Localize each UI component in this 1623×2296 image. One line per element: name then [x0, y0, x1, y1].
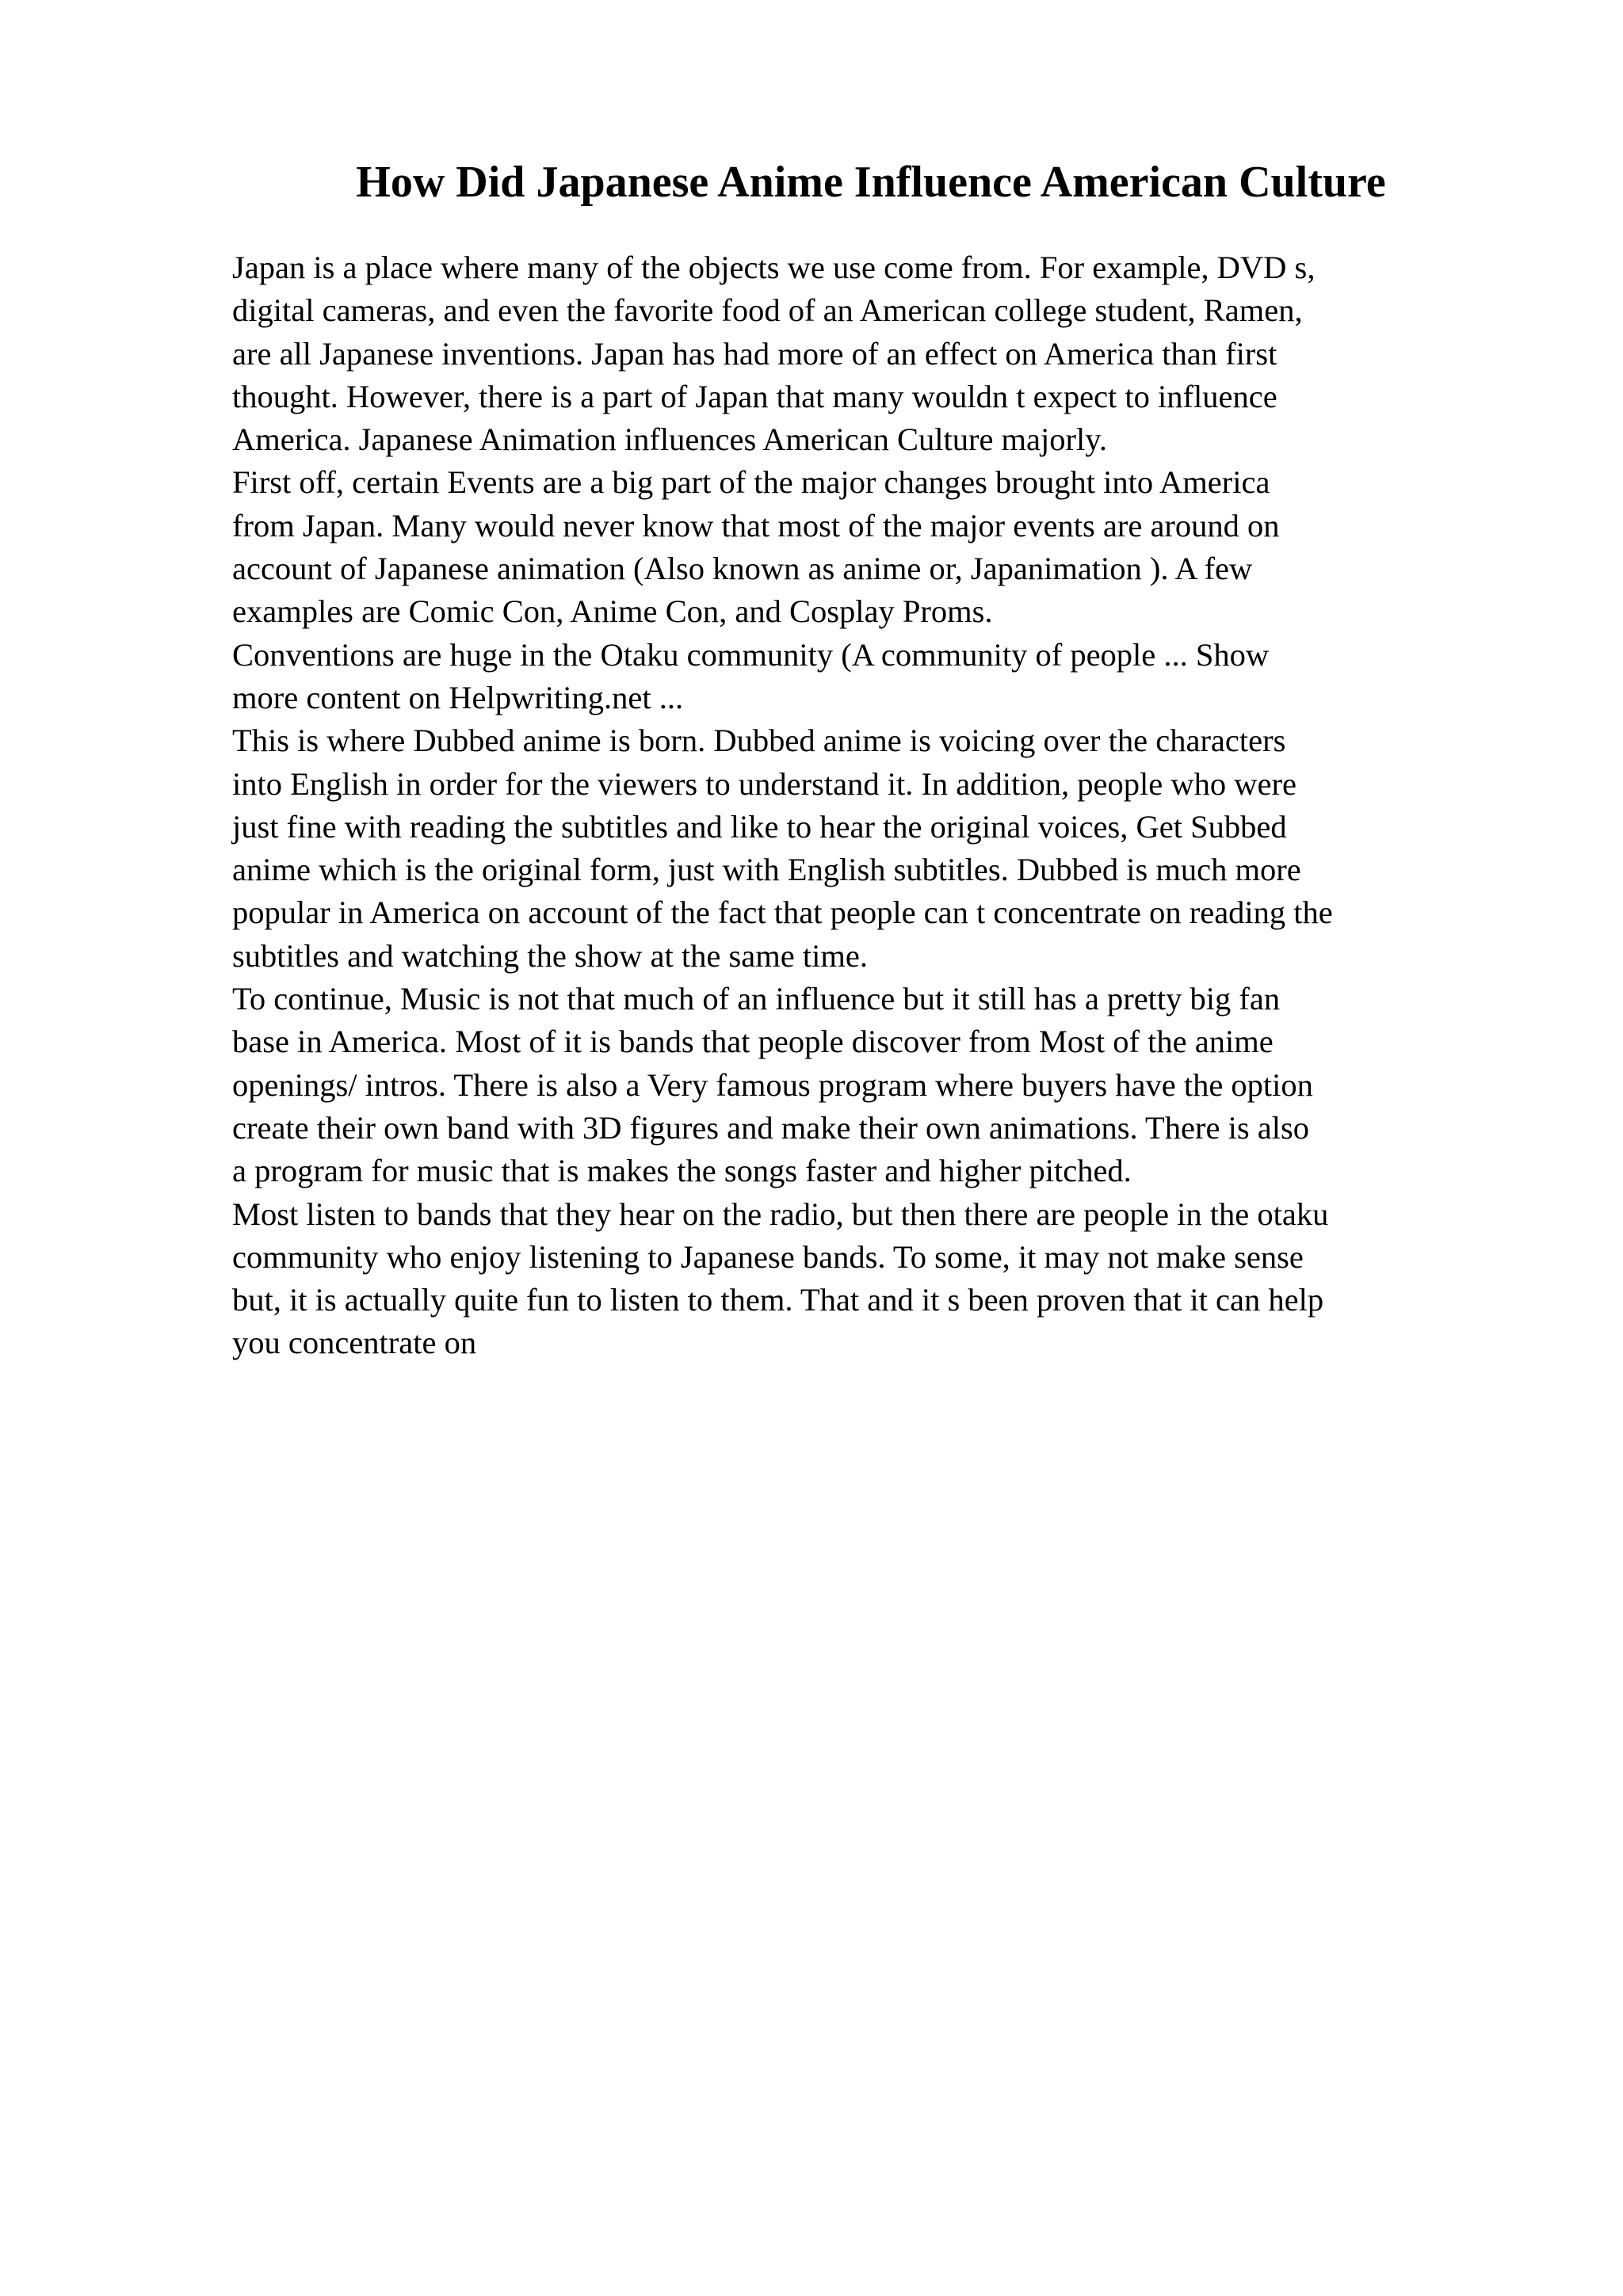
body-line: base in America. Most of it is bands that people discover from Most of the anime: [232, 1024, 1274, 1060]
body-line: anime which is the original form, just with English subtitles. Dubbed is much more: [232, 852, 1301, 888]
document-body: [232, 246, 1516, 1365]
document-title: How Did Japanese Anime Influence American Culture: [356, 158, 1386, 207]
body-line: just fine with reading the subtitles and like to hear the original voices, Get Subbed: [232, 808, 1287, 845]
body-line: examples are Comic Con, Anime Con, and Cosplay Proms.: [232, 593, 993, 630]
body-line: a program for music that is makes the songs faster and higher pitched.: [232, 1153, 1132, 1189]
body-line: from Japan. Many would never know that most of the major events are around on: [232, 507, 1280, 543]
body-line: more content on Helpwriting.net ...: [232, 679, 684, 715]
body-line: you concentrate on: [232, 1325, 477, 1361]
body-line: This is where Dubbed anime is born. Dubbed anime is voicing over the characters: [232, 723, 1286, 759]
body-line: digital cameras, and even the favorite food of an American college student, Ramen,: [232, 292, 1303, 329]
body-line: Japan is a place where many of the objects we use come from. For example, DVD s,: [232, 250, 1316, 285]
body-line: create their own band with 3D figures and make their own animations. There is also: [232, 1109, 1309, 1146]
body-line: Most listen to bands that they hear on the radio, but then there are people in the otaku: [232, 1196, 1329, 1232]
body-line: To continue, Music is not that much of an influence but it still has a pretty big fan: [232, 981, 1281, 1017]
body-line: America. Japanese Animation influences American Culture majorly.: [232, 421, 1108, 458]
body-line: account of Japanese animation (Also known as anime or, Japanimation ). A few: [232, 551, 1253, 587]
body-line: Conventions are huge in the Otaku community (A community of people ... Show: [232, 636, 1270, 673]
body-line: into English in order for the viewers to understand it. In addition, people who were: [232, 765, 1296, 802]
body-line: are all Japanese inventions. Japan has had more of an effect on America than first: [232, 335, 1277, 372]
body-line: community who enjoy listening to Japanese bands. To some, it may not make sense: [232, 1238, 1304, 1275]
body-line: but, it is actually quite fun to listen to them. That and it s been proven that it can help: [232, 1282, 1324, 1318]
body-line: subtitles and watching the show at the same time.: [232, 937, 868, 974]
body-line: openings/ intros. There is also a Very famous program where buyers have the option: [232, 1066, 1313, 1103]
body-line: First off, certain Events are a big part of the major changes brought into America: [232, 464, 1270, 501]
body-line: popular in America on account of the fact that people can t concentrate on reading the: [232, 894, 1333, 931]
body-line: thought. However, there is a part of Japan that many wouldn t expect to influence: [232, 378, 1277, 414]
